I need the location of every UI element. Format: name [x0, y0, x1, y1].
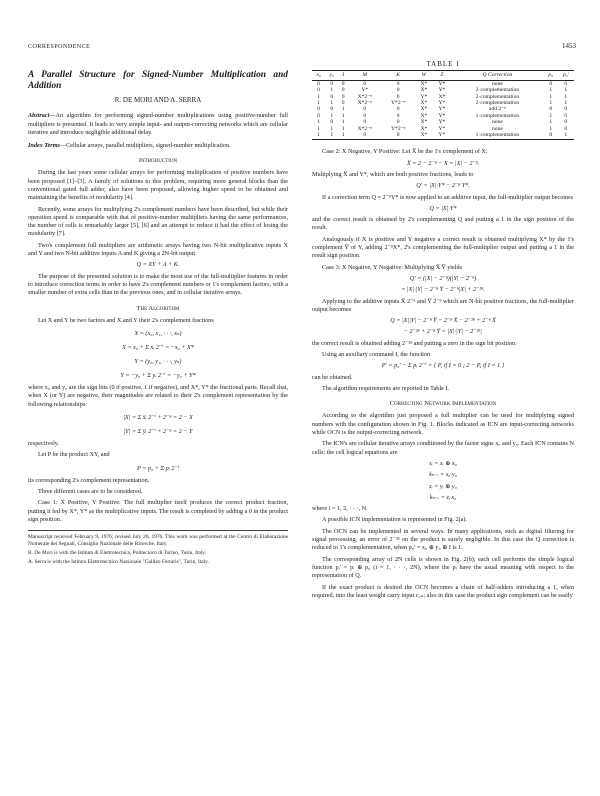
paragraph: the correct result is obtained adding 2⁻²ⁿ and putting a zero in the sign bit position. — [312, 339, 517, 347]
table-cell: 1 — [317, 93, 320, 100]
table-cell: 0 — [381, 132, 414, 140]
table-cell: Y* — [438, 87, 446, 94]
section-heading-correcting-network: Correcting Network Implementation — [389, 400, 497, 408]
table-cell: Y* — [438, 106, 446, 113]
table-cell: X*2⁻ⁿ — [357, 99, 372, 106]
paragraph: Two's complement full multipliers are arithmetic arrays having two N-bit multiplicative inputs X and Y and two N-bit additive inputs A and K giving a 2N-bit output — [28, 241, 288, 258]
section-heading-introduction: Introduction — [138, 157, 178, 165]
table-cell: add 2⁻ⁿ — [488, 106, 506, 113]
table-cell: 1 — [330, 125, 334, 132]
equation: sᵢ = xᵢ ⊕ x₀ — [429, 459, 457, 467]
table-cell: 0 — [396, 112, 400, 119]
article-title: A Parallel Structure for Signed-Number Multiplication and Addition — [28, 70, 288, 91]
paragraph: Multiplying X̅ and Y*, which are both positive fractions, leads to — [312, 170, 474, 178]
table-title: TABLE I — [426, 60, 460, 68]
table-header-cell: M — [348, 71, 381, 80]
index-terms-label: Index Terms — [28, 141, 60, 149]
table-row — [312, 80, 574, 87]
table-cell: 1·complementation — [451, 132, 544, 140]
paragraph: Case 2: X Negative, Y Positive: Let X̅ be the 1's complement of X: — [322, 148, 488, 156]
table-cell: 0 — [396, 93, 400, 100]
table-cell: X* — [420, 106, 428, 113]
footnote: Manuscript received February 9, 1976; revised July 26, 1976. This work was performed at the Centro di Elaborazione Numerale dei Segnali, Consiglio Nazionale delle Ricerche, Italy. — [28, 534, 288, 547]
table-cell: 1 — [564, 99, 568, 106]
table-cell: X* — [420, 87, 428, 94]
table-cell: 1 — [338, 132, 348, 140]
equation: Q′ = |X|·Y* − 2⁻ⁿ Y*. — [416, 182, 470, 190]
footnotes — [28, 530, 288, 565]
table-cell: 1 — [325, 132, 338, 140]
table-cell: Y* — [438, 125, 446, 132]
table-cell: X* — [438, 93, 446, 100]
table-cell: 1 — [341, 106, 345, 113]
table-cell: 1 — [312, 132, 325, 140]
table-cell: 1 — [564, 93, 568, 100]
paragraph: The algorithm requirements are reported in Table I. — [322, 384, 449, 392]
table-cell: 0 — [396, 87, 400, 94]
index-terms — [28, 142, 288, 150]
table-cell: 1 — [549, 119, 553, 126]
table-header-cell: p₀ — [544, 71, 558, 80]
abstract — [28, 112, 288, 137]
paragraph: Recently, some arrays for multiplying 2's complement numbers have been described, but while their operation speed is comparable with that of positive-number multipliers having the same performances, the number of cells is remarkably larger [5], [6] and an attempt to reduce it had the effect of losing the modularity [7]. — [28, 205, 288, 238]
table-cell: 0 — [341, 99, 345, 106]
table-cell: 0 — [330, 119, 334, 126]
paragraph: The OCN can be implemented in several ways. In many applications, such as digital filtering for signal processing, an error of 2⁻²ⁿ on the product is surely negligible. In this case the Q correction is reduced to 1's complementation, when p₀′ = x₀ ⊕ y₀ ⊕ I is 1. — [312, 527, 574, 552]
table-cell: 0 — [396, 119, 400, 126]
table-cell: X*2⁻ⁿ — [357, 125, 372, 132]
equation: X = (x₀, x₁, · · ·, xₙ) — [134, 330, 182, 338]
equation: kₙ₋ᵢ = zᵢ·x₀ — [429, 493, 457, 501]
table-cell: 1 — [549, 99, 553, 106]
table-cell: 1 — [341, 125, 345, 132]
equation: Q = |X||Y| − 2⁻ⁿ Y̅ − 2⁻ⁿ X̅ − 2⁻²ⁿ + 2⁻ⁿ X̅ — [390, 317, 496, 325]
table-cell: 0 — [564, 112, 568, 119]
footnote: R. De Mori is with the Istituto di Elettrotecnica, Politecnico di Torino, Turin, Italy. — [28, 549, 206, 556]
paragraph: and the correct result is obtained by 2's complementing Q and putting a 1 in the sign position of the result. — [312, 216, 574, 232]
equation: |X| = Σ x̅ᵢ 2⁻ⁱ + 2⁻ⁿ = 2 − X — [123, 414, 193, 422]
table-cell: 0 — [341, 87, 345, 94]
table-cell: 0 — [544, 132, 558, 140]
paragraph: The corresponding array of 2N cells is shown in Fig. 2(b); each cell performs the simple logical function pᵢ′ = pᵢ ⊕ p₀ (i = 1, · · ·, 2N), where the pᵢ have the usual meaning with respect to the representation of Q. — [312, 555, 574, 580]
table-cell: none — [491, 80, 503, 87]
table-cell: Y* — [433, 132, 451, 140]
table-cell: 0 — [549, 80, 553, 87]
paragraph: Using an auxiliary command I, the function — [322, 351, 431, 358]
table-row — [312, 132, 574, 140]
table-cell: Y* — [438, 80, 446, 87]
table-cell: X* — [415, 132, 433, 140]
paragraph: where x₀ and y₀ are the sign bits (0 if positive, 1 if negative), and X*, Y* the fractional parts. Recall that, when X (or Y) are negative, their magnitudes are related to their 2's complement representation by the following relationships: — [28, 384, 288, 408]
table-cell: 1 — [564, 87, 568, 94]
paragraph: Case 3: X Negative, Y Negative: Multiplying X̅ Y̅ yields — [322, 263, 462, 271]
table-cell: 1 — [549, 112, 553, 119]
paragraph: Case 1: X Positive, Y Positive: The full multiplier itself produces the correct product fraction, putting it fed by X*, Y* as the multiplicative inputs. The result is completed by adding a 0 in the product sign position. — [28, 499, 288, 523]
table-cell: 0 — [564, 125, 568, 132]
equation: X = x₀ + Σ xᵢ 2⁻ⁱ = −x₀ + X* — [122, 344, 194, 352]
table-cell: Y* — [361, 87, 369, 94]
table-cell: 1 — [549, 93, 553, 100]
equation: − 2⁻²ⁿ + 2⁻ⁿ Y̅ = |X|·|Y| − 2⁻²ⁿ; — [403, 328, 483, 336]
table-header-cell: x₀ — [312, 71, 325, 80]
equation: = |X|·|Y| − 2⁻ⁿ Y̅ − 2⁻ⁿ|X| + 2⁻²ⁿ. — [401, 286, 485, 294]
table-cell: 1·complementation — [475, 112, 520, 119]
table-cell: 0 — [348, 132, 381, 140]
table-cell: none — [491, 119, 503, 126]
running-head: CORRESPONDENCE — [28, 44, 91, 50]
equation: P′ = p₀′ − Σ pᵢ 2⁻ⁱ = { P, if I = 0 ; 2 − P, if I = 1 } — [381, 362, 505, 370]
table-cell: Y* — [420, 93, 428, 100]
equation: |Y| = Σ y̅ᵢ 2⁻ⁱ + 2⁻ⁿ = 2 − Y — [123, 428, 193, 436]
table-cell: 2·complementation — [475, 87, 520, 94]
table-cell: 0 — [363, 80, 367, 87]
table-header-cell: p₀′ — [558, 71, 574, 80]
paragraph: can be obtained. — [312, 373, 353, 381]
page-number: 1453 — [562, 42, 576, 50]
equation: X̅ = 2 − 2⁻ⁿ − X = |X| − 2⁻ⁿ. — [406, 159, 480, 167]
table-cell: 1 — [549, 125, 553, 132]
article-authors: R. DE MORI AND A. SERRA — [114, 96, 202, 104]
table-cell: 1 — [317, 125, 320, 132]
paragraph: Applying to the additive inputs X̅ 2⁻ⁿ and Y̅ 2⁻ⁿ which are N-bit positive fractions, the full-multiplier output becomes — [312, 297, 574, 313]
paragraph: During the last years some cellular arrays for performing multiplication of positive numbers have been proposed [1]–[3]. A family of solutions to this problem, requiring more general blocks than the conventional gated full adder, also have been proposed, allowing higher speed to be obtained and maintaining the benefits of modularity [4]. — [28, 169, 288, 202]
equation: kₙ₋ᵢ = s₀·y₀ — [429, 471, 457, 479]
right-column — [312, 60, 574, 603]
table-cell: 0 — [330, 106, 334, 113]
paragraph: respectively. — [28, 440, 60, 448]
index-terms-text: —Cellular arrays, parallel multipliers, signed-number multiplication. — [59, 141, 231, 149]
table-1 — [312, 60, 574, 140]
table-cell: 1 — [330, 87, 334, 94]
table-cell: 0 — [564, 80, 568, 87]
table-cell: 1 — [549, 87, 553, 94]
table-cell: 0 — [564, 106, 568, 113]
abstract-text: —An algorithm for performing signed-number multiplications using positive-number full multipliers is presented. It leads to very simple input- and output-correcting networks which are cellular iterative and introduce negligible additional delay. — [28, 112, 288, 136]
table-header-cell: y₀ — [325, 71, 338, 80]
equation: Q′ = (|X| − 2⁻ⁿ)(|Y| − 2⁻ⁿ) — [409, 274, 477, 282]
algorithm-table — [312, 70, 574, 140]
table-cell: 1 — [341, 119, 345, 126]
table-header-cell: Q Correction — [451, 71, 544, 80]
table-cell: 1 — [330, 99, 334, 106]
table-cell: 0 — [363, 119, 367, 126]
table-cell: 0 — [317, 87, 320, 94]
paragraph: The purpose of the presented solution is to make the most use of the full-multiplier features in order to introduce correction terms in order to have 2's complement numbers or 1's complement factors, with a smaller number of extra cells than in the previous ones, and in cellular iterative arrays. — [28, 272, 288, 297]
footnote: A. Serra is with the Istituto Elettrotecnico Nazionale "Galileo Ferraris", Turin, Italy. — [28, 558, 209, 565]
table-cell: X* — [420, 119, 428, 126]
table-header-cell: W — [415, 71, 433, 80]
paragraph: Three different cases are to be considered. — [38, 487, 143, 495]
table-cell: Y* — [438, 112, 446, 119]
table-header-cell: K — [381, 71, 414, 80]
table-cell: X* — [420, 112, 428, 119]
equation: Q = |X|·Y* — [429, 204, 457, 212]
equation: Y = (y₀, y₁, · · ·, yₙ) — [134, 358, 182, 366]
table-cell: Y*2⁻ⁿ — [390, 99, 406, 106]
table-header-cell: Z — [433, 71, 451, 80]
paragraph: its corresponding 2's complement representation. — [28, 476, 150, 484]
equation: P = p₀ + Σ pᵢ 2⁻ⁱ — [137, 464, 179, 472]
table-cell: 0 — [341, 93, 345, 100]
paragraph: If the exact product is desired the OCN becomes a chain of half-adders introducing a 1, when required, into the least weight carry input c₂ₙ; also in this case the product sign complement can be easily — [312, 583, 574, 599]
table-cell: 2·complementation — [475, 99, 520, 106]
paragraph: If a correction term Q = 2⁻ⁿY* is now applied to an additive input, the full-multiplier output becomes — [322, 193, 574, 201]
paragraph: where i = 1, 2, · · ·, N. — [312, 505, 368, 513]
equation: Y = −y₀ + Σ yᵢ 2⁻ⁱ = −y₀ + Y* — [120, 372, 196, 380]
abstract-label: Abstract — [28, 112, 50, 120]
table-cell: 0 — [363, 112, 367, 119]
left-column — [28, 60, 288, 567]
table-cell: 1 — [317, 119, 320, 126]
paragraph: According to the algorithm just proposed a full multiplier can be used for multiplying signed numbers with the configuration shown in Fig. 1. Blocks indicated as ICN are input-correcting networks while OCN is the output-correcting network. — [312, 412, 574, 437]
table-cell: 0 — [330, 80, 334, 87]
table-cell: X*2⁻ⁿ — [357, 93, 372, 100]
section-heading-algorithm: The Algorithm — [136, 304, 180, 312]
table-cell: 0 — [341, 80, 345, 87]
paragraph: Let P be the product XY, and — [38, 451, 110, 459]
table-cell: 2·complementation — [475, 93, 520, 100]
table-cell: 0 — [363, 106, 367, 113]
table-cell: none — [491, 125, 503, 132]
table-cell: 0 — [549, 106, 553, 113]
table-cell: 1 — [341, 112, 345, 119]
paragraph: Let X and Y be two factors and X and Y their 2's complement fractions — [38, 316, 214, 324]
table-cell: 0 — [317, 106, 320, 113]
table-cell: Y*2⁻ⁿ — [390, 125, 406, 132]
table-header-cell: I — [338, 71, 348, 80]
table-cell: 0 — [317, 80, 320, 87]
paragraph: The ICN's are cellular iterative arrays conditioned by the factor signs x₀ and y₀. Each ICN contains N cells; the cell logical equations are — [312, 440, 574, 456]
table-cell: Y* — [438, 119, 446, 126]
table-cell: 1 — [558, 132, 574, 140]
table-cell: 0 — [396, 106, 400, 113]
table-cell: 1 — [330, 112, 334, 119]
table-cell: 0 — [564, 119, 568, 126]
table-cell: X* — [420, 99, 428, 106]
paragraph: A possible ICN implementation is represented in Fig. 2(a). — [322, 516, 468, 524]
table-cell: 0 — [330, 93, 334, 100]
table-cell: 1 — [317, 99, 320, 106]
table-cell: 0 — [317, 112, 320, 119]
table-cell: X* — [420, 125, 428, 132]
paragraph: Analogously if X is positive and Y negative a correct result is obtained multiplying X* by the 1's complement Y̅ of Y, adding 2⁻ⁿX*, 2's complementing the full-multiplier output and putting a 1 in the result sign position. — [312, 235, 574, 260]
table-cell: Y* — [438, 99, 446, 106]
table-cell: 0 — [396, 80, 400, 87]
equation: zᵢ = yᵢ ⊕ y₀ — [429, 482, 457, 490]
table-cell: X* — [420, 80, 428, 87]
equation: Q = XY + A + K. — [136, 261, 180, 269]
